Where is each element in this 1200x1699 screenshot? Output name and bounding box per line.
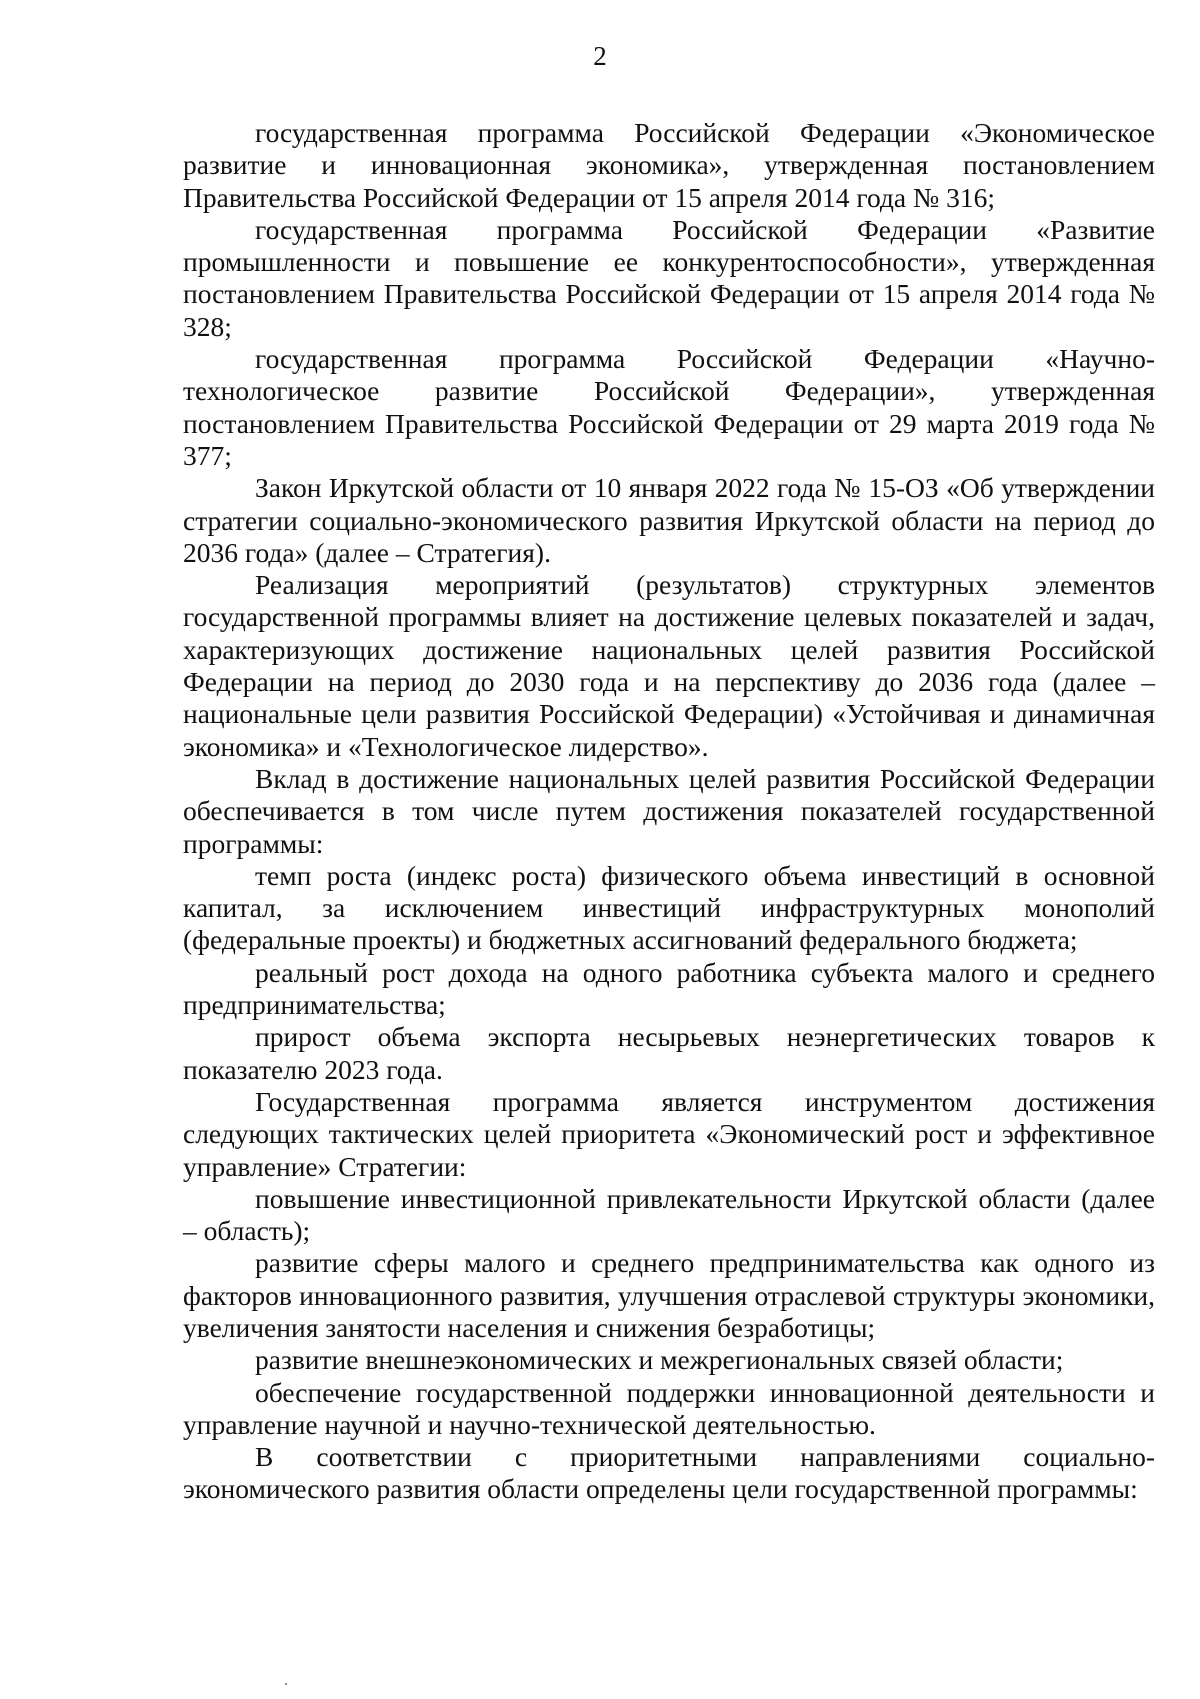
paragraph-goal-small-business: развитие сферы малого и среднего предпринимательства как одного из факторов инновационного развития, улучшения отраслевой структуры экономики, увеличения занятости населения и снижения безработицы; <box>183 1247 1155 1343</box>
paragraph-program-goals: В соответствии с приоритетными направлениями социально-экономического развития области определены цели государственной программы: <box>183 1441 1155 1505</box>
scan-speck <box>285 1683 287 1685</box>
paragraph-goal-external-relations: развитие внешнеэкономических и межрегиональных связей области; <box>255 1344 1064 1376</box>
paragraph-irkutsk-law: Закон Иркутской области от 10 января 2022 года № 15-ОЗ «Об утверждении стратегии социально-экономического развития Иркутской области на период до 2036 года» (далее – Стратегия). <box>183 472 1155 568</box>
paragraph-program-economic-development: государственная программа Российской Федерации «Экономическое развитие и инновационная экономика», утвержденная постановлением Правительства Российской Федерации от 15 апреля 2014 года № 316; <box>183 117 1155 213</box>
document-body <box>183 117 1155 1506</box>
paragraph-goal-innovation-support: обеспечение государственной поддержки инновационной деятельности и управление научной и научно-технической деятельностью. <box>183 1376 1155 1440</box>
paragraph-indicator-export: прирост объема экспорта несырьевых неэнергетических товаров к показателю 2023 года. <box>183 1021 1155 1085</box>
paragraph-program-industry: государственная программа Российской Федерации «Развитие промышленности и повышение ее конкурентоспособности», утвержденная постановлением Правительства Российской Федерации от 15 апреля 2014 года № 328; <box>183 213 1155 342</box>
paragraph-tactical-goals: Государственная программа является инструментом достижения следующих тактических целей приоритета «Экономический рост и эффективное управление» Стратегии: <box>183 1085 1155 1182</box>
paragraph-implementation: Реализация мероприятий (результатов) структурных элементов государственной программы влияет на достижение целевых показателей и задач, характеризующих достижение национальных целей развития Российской Федерации на период до 2030 года и на перспективу до 2036 года (далее – национальные цели развития Российской Федерации) «Устойчивая и динамичная экономика» и «Технологическое лидерство». <box>183 569 1155 762</box>
page-number: 2 <box>593 41 607 71</box>
paragraph-program-science-tech: государственная программа Российской Федерации «Научно-технологическое развитие Российской Федерации», утвержденная постановлением Правительства Российской Федерации от 29 марта 2019 года № 377; <box>183 343 1155 471</box>
paragraph-indicator-income: реальный рост дохода на одного работника субъекта малого и среднего предпринимательства; <box>183 956 1155 1021</box>
paragraph-indicator-investment: темп роста (индекс роста) физического объема инвестиций в основной капитал, за исключением инвестиций инфраструктурных монополий (федеральные проекты) и бюджетных ассигнований федерального бюджета; <box>183 859 1155 956</box>
paragraph-goal-investment-attractiveness: повышение инвестиционной привлекательности Иркутской области (далее – область); <box>183 1182 1155 1247</box>
paragraph-contribution: Вклад в достижение национальных целей развития Российской Федерации обеспечивается в том числе путем достижения показателей государственной программы: <box>183 762 1155 859</box>
